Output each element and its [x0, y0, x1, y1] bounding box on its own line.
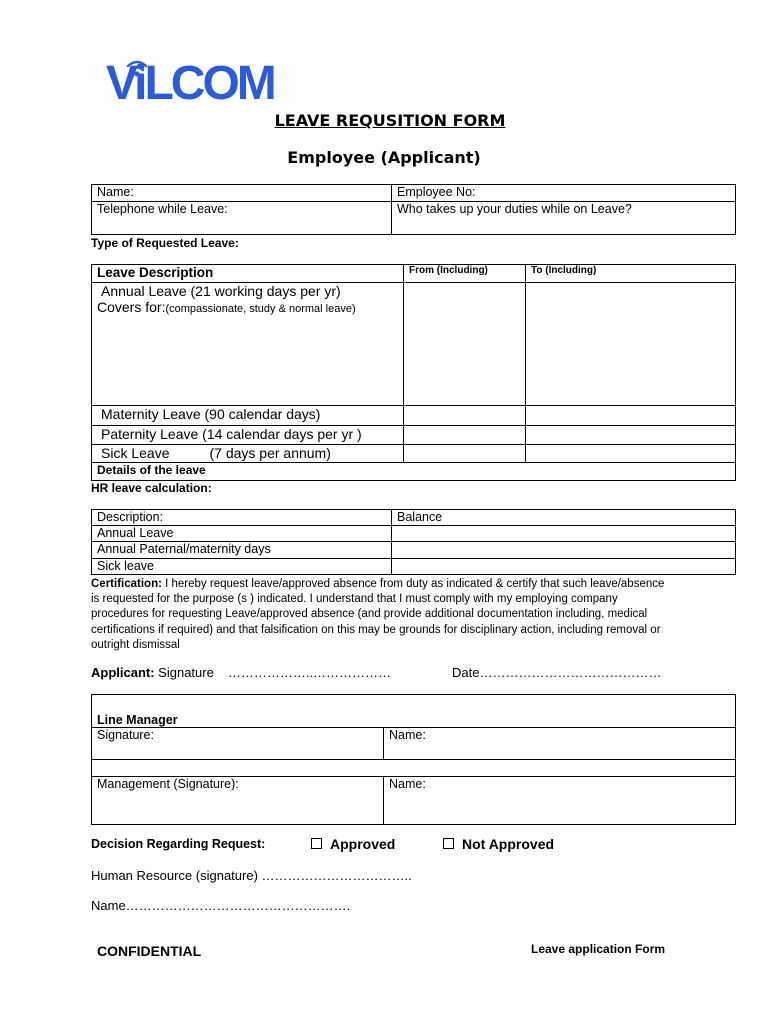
hr-calculation-label: HR leave calculation:: [91, 481, 212, 495]
form-title: LEAVE REQUSITION FORM: [274, 111, 506, 130]
paternity-leave-row: Paternity Leave (14 calendar days per yr ): [92, 426, 404, 445]
type-of-leave-label: Type of Requested Leave:: [91, 236, 239, 250]
employee-table: [91, 184, 736, 235]
leave-description-header: Leave Description: [92, 265, 404, 283]
form-subtitle: Employee (Applicant): [287, 148, 481, 167]
line-manager-title: Line Manager: [92, 695, 736, 728]
hr-description-header: Description:: [92, 510, 392, 526]
applicant-signature-line[interactable]: Applicant: Signature ………………..……………… Date……………………………………: [91, 665, 662, 680]
logo-text: ViLCOM: [106, 57, 274, 104]
footer-form-name: Leave application Form: [531, 942, 666, 956]
sick-to-field[interactable]: [526, 445, 736, 463]
hr-annual-label: Annual Leave: [92, 526, 392, 542]
details-of-leave-field[interactable]: Details of the leave: [92, 463, 736, 481]
name-field[interactable]: Name:: [92, 185, 392, 202]
annual-from-field[interactable]: [404, 283, 526, 406]
duties-field[interactable]: Who takes up your duties while on Leave?: [392, 202, 736, 235]
from-header: From (Including): [404, 265, 526, 283]
maternity-to-field[interactable]: [526, 406, 736, 426]
paternity-to-field[interactable]: [526, 426, 736, 445]
maternity-leave-row: Maternity Leave (90 calendar days): [92, 406, 404, 426]
hr-calculation-table: [91, 509, 736, 575]
name-line[interactable]: Name…………………………………………….: [91, 898, 351, 913]
checkbox-icon: [443, 838, 454, 849]
to-header: To (Including): [526, 265, 736, 283]
manager-spacer-row: [92, 760, 736, 777]
annual-leave-row: Annual Leave (21 working days per yr) Covers for:(compassionate, study & normal leave): [92, 283, 404, 406]
hr-sick-label: Sick leave: [92, 559, 392, 575]
management-signature-field[interactable]: Management (Signature):: [92, 777, 384, 825]
line-manager-table: [91, 694, 736, 825]
not-approved-checkbox[interactable]: Not Approved: [443, 836, 554, 852]
annual-to-field[interactable]: [526, 283, 736, 406]
hr-paternal-balance-field[interactable]: [392, 542, 736, 559]
hr-annual-balance-field[interactable]: [392, 526, 736, 542]
hr-signature-line[interactable]: Human Resource (signature) ……………………………..: [91, 868, 412, 883]
checkbox-icon: [311, 838, 322, 849]
manager-name-field[interactable]: Name:: [384, 728, 736, 760]
sick-leave-row: Sick Leave (7 days per annum): [92, 445, 404, 463]
approved-checkbox[interactable]: Approved: [311, 836, 395, 852]
leave-table: [91, 264, 736, 481]
certification-text: Certification: I hereby request leave/approved absence from duty as indicated & certify that such leave/absence is requested for the purpose (s ) indicated. I understand that I must comply with my employing company procedures for requesting Leave/approved absence (and provide additional documentation including, medical certifications if required) and that falsification on this may be grounds for disciplinary action, including removal or outright dismissal: [91, 578, 665, 651]
employee-no-field[interactable]: Employee No:: [392, 185, 736, 202]
decision-label: Decision Regarding Request:: [91, 837, 266, 851]
sick-from-field[interactable]: [404, 445, 526, 463]
hr-paternal-label: Annual Paternal/maternity days: [92, 542, 392, 559]
manager-signature-field[interactable]: Signature:: [92, 728, 384, 760]
hr-sick-balance-field[interactable]: [392, 559, 736, 575]
confidential-label: CONFIDENTIAL: [97, 943, 202, 959]
management-name-field[interactable]: Name:: [384, 777, 736, 825]
telephone-field[interactable]: Telephone while Leave:: [92, 202, 392, 235]
hr-balance-header: Balance: [392, 510, 736, 526]
paternity-from-field[interactable]: [404, 426, 526, 445]
company-logo: [106, 52, 281, 104]
maternity-from-field[interactable]: [404, 406, 526, 426]
